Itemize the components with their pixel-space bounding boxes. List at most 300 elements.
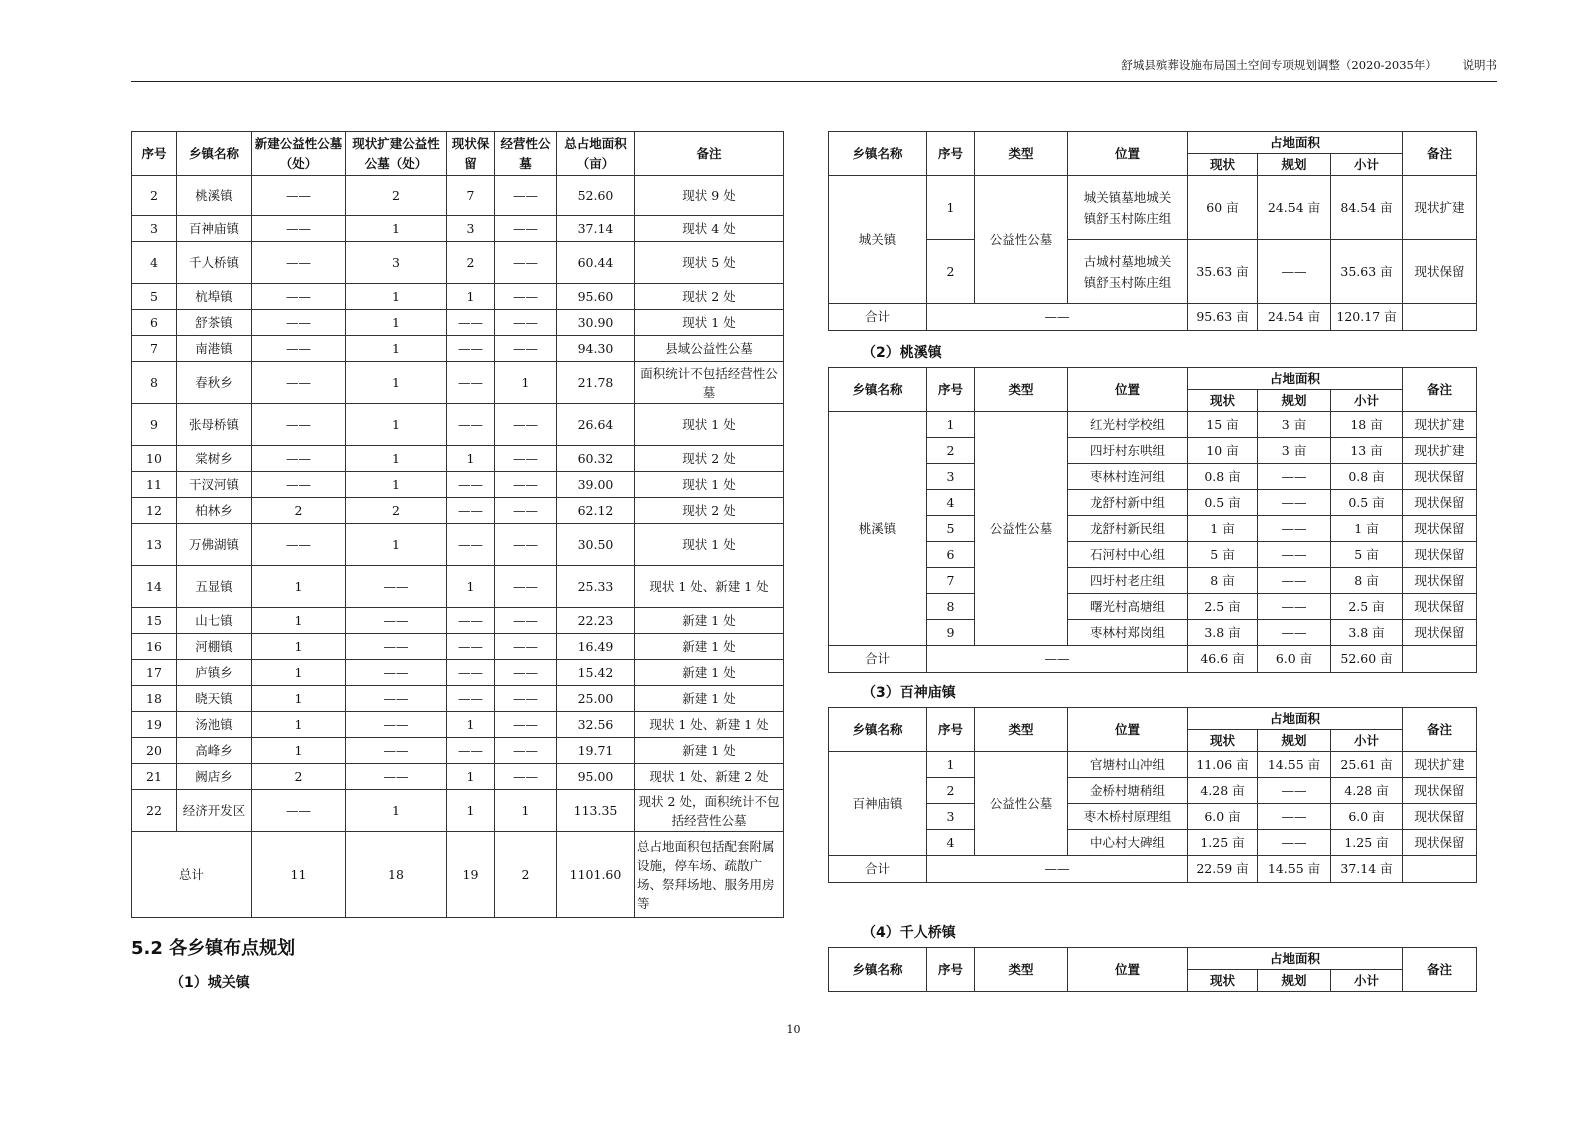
col-header: 乡镇名称 bbox=[829, 368, 927, 412]
table-cell: 25.33 bbox=[557, 566, 635, 608]
table-row bbox=[132, 362, 784, 404]
table-cell bbox=[1403, 646, 1477, 673]
town-name: 桃溪镇 bbox=[829, 412, 927, 646]
table-cell: 棠树乡 bbox=[177, 446, 252, 472]
table-cell: 18 亩 bbox=[1331, 412, 1403, 438]
table-cell: 46.6 亩 bbox=[1188, 646, 1258, 673]
table-cell: 1 bbox=[346, 284, 447, 310]
table-cell: 现状保留 bbox=[1403, 830, 1477, 856]
table-row bbox=[829, 752, 1477, 778]
col-header: 位置 bbox=[1068, 948, 1188, 992]
col-header: 经营性公墓 bbox=[495, 132, 557, 176]
table-cell: 1 亩 bbox=[1188, 516, 1258, 542]
table-cell: 春秋乡 bbox=[177, 362, 252, 404]
col-header: 序号 bbox=[927, 708, 975, 752]
table-cell: 1 bbox=[252, 738, 346, 764]
table-cell: —— bbox=[447, 310, 495, 336]
table-cell: —— bbox=[495, 712, 557, 738]
table-cell: 3 亩 bbox=[1258, 412, 1331, 438]
table-cell: —— bbox=[495, 764, 557, 790]
table-cell: 0.8 亩 bbox=[1188, 464, 1258, 490]
table-cell: 22.59 亩 bbox=[1188, 856, 1258, 883]
col-header: 总占地面积（亩） bbox=[557, 132, 635, 176]
table-cell: 现状保留 bbox=[1403, 568, 1477, 594]
table-cell: 高峰乡 bbox=[177, 738, 252, 764]
table-cell: 8 亩 bbox=[1188, 568, 1258, 594]
total-row bbox=[829, 304, 1477, 331]
table-header-row bbox=[132, 132, 784, 176]
table-cell: —— bbox=[252, 284, 346, 310]
table-cell: 现状扩建 bbox=[1403, 176, 1477, 240]
location-cell: 四圩村东哄组 bbox=[1068, 438, 1188, 464]
table-cell: 39.00 bbox=[557, 472, 635, 498]
table-cell: 1 bbox=[927, 752, 975, 778]
table-cell: 现状 2 处，面积统计不包括经营性公墓 bbox=[635, 790, 784, 832]
table-cell: 万佛湖镇 bbox=[177, 524, 252, 566]
table-cell: 32.56 bbox=[557, 712, 635, 738]
table-row bbox=[132, 712, 784, 738]
table-cell: 37.14 bbox=[557, 216, 635, 242]
col-header: 备注 bbox=[1403, 708, 1477, 752]
header-rule bbox=[131, 81, 1497, 82]
table-cell: 3 bbox=[132, 216, 177, 242]
col-header: 新建公益性公墓（处） bbox=[252, 132, 346, 176]
table-cell: —— bbox=[1258, 594, 1331, 620]
table-cell: 5 bbox=[132, 284, 177, 310]
subsection-title-baishenmiao: （3）百神庙镇 bbox=[862, 685, 956, 701]
table-cell: 26.64 bbox=[557, 404, 635, 446]
table-cell: 现状保留 bbox=[1403, 240, 1477, 304]
table-cell: 杭埠镇 bbox=[177, 284, 252, 310]
table-cell: 113.35 bbox=[557, 790, 635, 832]
table-cell: 60.32 bbox=[557, 446, 635, 472]
table-cell: 2 bbox=[927, 778, 975, 804]
table-cell: 9 bbox=[132, 404, 177, 446]
table-cell: 17 bbox=[132, 660, 177, 686]
table-cell: 3 亩 bbox=[1258, 438, 1331, 464]
col-header: 备注 bbox=[1403, 132, 1477, 176]
table-cell: —— bbox=[495, 336, 557, 362]
table-row bbox=[132, 310, 784, 336]
table-cell: 120.17 亩 bbox=[1331, 304, 1403, 331]
table-cell: 1 bbox=[252, 608, 346, 634]
table-cell: 30.50 bbox=[557, 524, 635, 566]
table-cell: 4 bbox=[132, 242, 177, 284]
table-cell: —— bbox=[495, 242, 557, 284]
table-cell: 2 bbox=[927, 438, 975, 464]
total-note: 总占地面积包括配套附属设施，停车场、疏散广场、祭拜场地、服务用房等 bbox=[635, 832, 784, 918]
table-cell: —— bbox=[346, 738, 447, 764]
table-header-row bbox=[829, 368, 1477, 390]
table-cell: 河棚镇 bbox=[177, 634, 252, 660]
table-cell: 现状 1 处 bbox=[635, 472, 784, 498]
table-cell: 现状保留 bbox=[1403, 490, 1477, 516]
table-cell: —— bbox=[1258, 516, 1331, 542]
table-row bbox=[132, 336, 784, 362]
table-cell: 1 bbox=[447, 446, 495, 472]
table-cell: 95.63 亩 bbox=[1188, 304, 1258, 331]
table-cell: —— bbox=[495, 608, 557, 634]
col-header: 现状保留 bbox=[447, 132, 495, 176]
col-header: 小计 bbox=[1331, 730, 1403, 752]
location-cell: 枣林村郑岗组 bbox=[1068, 620, 1188, 646]
table-cell: 1 bbox=[346, 524, 447, 566]
table-cell: 6.0 亩 bbox=[1258, 646, 1331, 673]
location-cell: 石河村中心组 bbox=[1068, 542, 1188, 568]
table-cell: —— bbox=[495, 566, 557, 608]
table-cell: 现状扩建 bbox=[1403, 752, 1477, 778]
table-row bbox=[132, 176, 784, 216]
table-cell: —— bbox=[495, 634, 557, 660]
table-cell: 8 bbox=[927, 594, 975, 620]
table-cell: 新建 1 处 bbox=[635, 634, 784, 660]
table-cell: 2 bbox=[495, 832, 557, 918]
table-cell: —— bbox=[447, 498, 495, 524]
page-header bbox=[1000, 57, 1497, 73]
location-cell: 古城村墓地城关镇舒玉村陈庄组 bbox=[1068, 240, 1188, 304]
table-cell: 1 bbox=[346, 216, 447, 242]
town-name: 百神庙镇 bbox=[829, 752, 927, 856]
table-cell: 干汊河镇 bbox=[177, 472, 252, 498]
cemetery-type: 公益性公墓 bbox=[975, 176, 1068, 304]
summary-table bbox=[131, 131, 784, 918]
col-header: 占地面积 bbox=[1188, 132, 1403, 154]
table-cell: 8 bbox=[132, 362, 177, 404]
table-cell: 19.71 bbox=[557, 738, 635, 764]
location-cell: 曙光村高塘组 bbox=[1068, 594, 1188, 620]
location-cell: 龙舒村新中组 bbox=[1068, 490, 1188, 516]
table-cell: 1 bbox=[346, 336, 447, 362]
subsection-title-chengguan: （1）城关镇 bbox=[170, 975, 250, 991]
table-cell: 晓天镇 bbox=[177, 686, 252, 712]
table-cell: 6 bbox=[132, 310, 177, 336]
table-cell: 现状保留 bbox=[1403, 464, 1477, 490]
table-cell: 1 bbox=[447, 790, 495, 832]
table-cell: —— bbox=[495, 176, 557, 216]
table-cell: —— bbox=[252, 336, 346, 362]
table-cell: —— bbox=[447, 472, 495, 498]
table-cell: —— bbox=[495, 472, 557, 498]
table-cell: —— bbox=[252, 524, 346, 566]
location-cell: 龙舒村新民组 bbox=[1068, 516, 1188, 542]
table-cell bbox=[1403, 304, 1477, 331]
table-cell: 县域公益性公墓 bbox=[635, 336, 784, 362]
table-cell: 百神庙镇 bbox=[177, 216, 252, 242]
table-row bbox=[132, 764, 784, 790]
header-title: 舒城县殡葬设施布局国土空间专项规划调整（2020-2035年） bbox=[1121, 58, 1437, 72]
table-cell: 5 bbox=[927, 516, 975, 542]
col-header: 小计 bbox=[1331, 970, 1403, 992]
subsection-title-qianrenqiao: （4）千人桥镇 bbox=[862, 925, 956, 941]
table-cell: 24.54 亩 bbox=[1258, 176, 1331, 240]
table-cell: 35.63 亩 bbox=[1331, 240, 1403, 304]
qianrenqiao-table bbox=[828, 947, 1477, 992]
table-cell: 现状 2 处 bbox=[635, 284, 784, 310]
table-cell: 2 bbox=[346, 176, 447, 216]
location-cell: 官塘村山冲组 bbox=[1068, 752, 1188, 778]
table-cell: 现状 1 处、新建 1 处 bbox=[635, 566, 784, 608]
table-cell: 现状 1 处 bbox=[635, 524, 784, 566]
col-header: 类型 bbox=[975, 948, 1068, 992]
table-cell: —— bbox=[495, 446, 557, 472]
col-header: 乡镇名称 bbox=[829, 708, 927, 752]
table-cell: —— bbox=[1258, 830, 1331, 856]
table-cell: —— bbox=[1258, 542, 1331, 568]
table-cell: 山七镇 bbox=[177, 608, 252, 634]
table-row bbox=[829, 490, 1477, 516]
table-cell: —— bbox=[252, 176, 346, 216]
table-row bbox=[829, 620, 1477, 646]
total-row bbox=[829, 646, 1477, 673]
col-header: 现状 bbox=[1188, 154, 1258, 176]
location-cell: 城关镇墓地城关镇舒玉村陈庄组 bbox=[1068, 176, 1188, 240]
table-cell: 1 bbox=[346, 404, 447, 446]
col-header: 小计 bbox=[1331, 390, 1403, 412]
table-cell: —— bbox=[1258, 464, 1331, 490]
table-cell: 60 亩 bbox=[1188, 176, 1258, 240]
table-cell: 14 bbox=[132, 566, 177, 608]
table-cell: 现状 1 处、新建 2 处 bbox=[635, 764, 784, 790]
table-cell: —— bbox=[447, 336, 495, 362]
table-cell: 7 bbox=[132, 336, 177, 362]
table-cell: 95.60 bbox=[557, 284, 635, 310]
table-cell: —— bbox=[495, 660, 557, 686]
table-cell: 柏林乡 bbox=[177, 498, 252, 524]
table-cell: 6 bbox=[927, 542, 975, 568]
table-cell: —— bbox=[346, 660, 447, 686]
total-row bbox=[829, 856, 1477, 883]
table-cell: —— bbox=[495, 216, 557, 242]
table-cell: 52.60 bbox=[557, 176, 635, 216]
table-cell: 22 bbox=[132, 790, 177, 832]
table-cell: 62.12 bbox=[557, 498, 635, 524]
table-cell: 现状保留 bbox=[1403, 804, 1477, 830]
total-label: 总计 bbox=[132, 832, 252, 918]
table-cell: —— bbox=[252, 362, 346, 404]
table-cell: 2 bbox=[346, 498, 447, 524]
col-header: 备注 bbox=[1403, 948, 1477, 992]
table-cell: 1 bbox=[447, 284, 495, 310]
table-cell: 1 bbox=[346, 472, 447, 498]
table-cell: 7 bbox=[447, 176, 495, 216]
table-cell: 新建 1 处 bbox=[635, 686, 784, 712]
location-cell: 枣木桥村原理组 bbox=[1068, 804, 1188, 830]
table-cell: 52.60 亩 bbox=[1331, 646, 1403, 673]
table-cell: —— bbox=[252, 446, 346, 472]
table-cell: —— bbox=[447, 660, 495, 686]
table-cell: 11 bbox=[252, 832, 346, 918]
col-header: 序号 bbox=[927, 132, 975, 176]
table-cell: 阙店乡 bbox=[177, 764, 252, 790]
table-cell: 张母桥镇 bbox=[177, 404, 252, 446]
table-cell: 现状 9 处 bbox=[635, 176, 784, 216]
table-cell: —— bbox=[346, 764, 447, 790]
table-row bbox=[829, 516, 1477, 542]
table-cell: 1 bbox=[495, 790, 557, 832]
table-cell: 1 bbox=[447, 566, 495, 608]
table-cell: 5 亩 bbox=[1188, 542, 1258, 568]
table-cell: —— bbox=[927, 856, 1188, 883]
location-cell: 中心村大碑组 bbox=[1068, 830, 1188, 856]
table-cell: 21 bbox=[132, 764, 177, 790]
col-header: 乡镇名称 bbox=[829, 132, 927, 176]
col-header: 类型 bbox=[975, 708, 1068, 752]
location-cell: 枣林村连河组 bbox=[1068, 464, 1188, 490]
table-cell: 4.28 亩 bbox=[1331, 778, 1403, 804]
table-cell: 1 bbox=[346, 362, 447, 404]
table-row bbox=[829, 240, 1477, 304]
table-cell: —— bbox=[495, 524, 557, 566]
col-header: 现状 bbox=[1188, 970, 1258, 992]
table-cell: 2 bbox=[927, 240, 975, 304]
table-cell: —— bbox=[252, 472, 346, 498]
table-cell: 1 bbox=[252, 686, 346, 712]
table-cell: 舒茶镇 bbox=[177, 310, 252, 336]
table-row bbox=[132, 284, 784, 310]
table-cell: 6.0 亩 bbox=[1331, 804, 1403, 830]
table-cell: 2 bbox=[447, 242, 495, 284]
table-cell: 16.49 bbox=[557, 634, 635, 660]
table-cell: 庐镇乡 bbox=[177, 660, 252, 686]
table-row bbox=[829, 804, 1477, 830]
table-cell: 3.8 亩 bbox=[1188, 620, 1258, 646]
col-header: 类型 bbox=[975, 368, 1068, 412]
table-header-row bbox=[829, 132, 1477, 154]
table-cell: 1 bbox=[447, 764, 495, 790]
table-cell: 1 bbox=[252, 566, 346, 608]
table-cell: 4 bbox=[927, 490, 975, 516]
col-header: 现状 bbox=[1188, 730, 1258, 752]
col-header: 现状 bbox=[1188, 390, 1258, 412]
location-cell: 金桥村塘稍组 bbox=[1068, 778, 1188, 804]
table-row bbox=[132, 498, 784, 524]
table-cell: 1 bbox=[346, 790, 447, 832]
table-cell: —— bbox=[346, 712, 447, 738]
table-cell: 现状保留 bbox=[1403, 542, 1477, 568]
subsection-title-taoxi: （2）桃溪镇 bbox=[862, 345, 942, 361]
table-cell: —— bbox=[447, 362, 495, 404]
location-cell: 四圩村老庄组 bbox=[1068, 568, 1188, 594]
total-label: 合计 bbox=[829, 646, 927, 673]
cemetery-type: 公益性公墓 bbox=[975, 752, 1068, 856]
table-cell: 1 bbox=[495, 362, 557, 404]
col-header: 规划 bbox=[1258, 970, 1331, 992]
table-cell: 现状 1 处、新建 1 处 bbox=[635, 712, 784, 738]
table-row bbox=[829, 830, 1477, 856]
total-row bbox=[132, 832, 784, 918]
table-cell: 南港镇 bbox=[177, 336, 252, 362]
table-cell: 现状保留 bbox=[1403, 778, 1477, 804]
table-cell: 22.23 bbox=[557, 608, 635, 634]
table-cell: —— bbox=[495, 404, 557, 446]
table-cell: —— bbox=[927, 646, 1188, 673]
table-cell: —— bbox=[346, 686, 447, 712]
table-row bbox=[132, 404, 784, 446]
table-row bbox=[132, 566, 784, 608]
table-cell: —— bbox=[447, 608, 495, 634]
table-cell: 现状保留 bbox=[1403, 620, 1477, 646]
table-cell: 1 bbox=[346, 310, 447, 336]
table-cell: 13 亩 bbox=[1331, 438, 1403, 464]
table-cell: 60.44 bbox=[557, 242, 635, 284]
table-cell bbox=[1403, 856, 1477, 883]
col-header: 位置 bbox=[1068, 708, 1188, 752]
table-cell: —— bbox=[1258, 490, 1331, 516]
table-cell: 37.14 亩 bbox=[1331, 856, 1403, 883]
table-cell: 经济开发区 bbox=[177, 790, 252, 832]
col-header: 备注 bbox=[1403, 368, 1477, 412]
table-row bbox=[132, 686, 784, 712]
table-cell: 25.00 bbox=[557, 686, 635, 712]
table-cell: 3 bbox=[927, 804, 975, 830]
table-cell: 11 bbox=[132, 472, 177, 498]
table-cell: 25.61 亩 bbox=[1331, 752, 1403, 778]
table-cell: 15.42 bbox=[557, 660, 635, 686]
table-cell: 14.55 亩 bbox=[1258, 752, 1331, 778]
table-cell: 10 亩 bbox=[1188, 438, 1258, 464]
table-cell: 1 bbox=[252, 712, 346, 738]
col-header: 规划 bbox=[1258, 390, 1331, 412]
table-cell: —— bbox=[447, 686, 495, 712]
col-header: 备注 bbox=[635, 132, 784, 176]
table-cell: 1 bbox=[252, 634, 346, 660]
table-cell: —— bbox=[447, 738, 495, 764]
table-row bbox=[829, 542, 1477, 568]
location-cell: 红光村学校组 bbox=[1068, 412, 1188, 438]
table-cell: 7 bbox=[927, 568, 975, 594]
table-row bbox=[132, 660, 784, 686]
table-cell: 现状保留 bbox=[1403, 594, 1477, 620]
table-cell: 9 bbox=[927, 620, 975, 646]
table-cell: 4.28 亩 bbox=[1188, 778, 1258, 804]
table-cell: —— bbox=[495, 738, 557, 764]
table-row bbox=[132, 446, 784, 472]
table-header-row bbox=[829, 948, 1477, 970]
col-header: 现状扩建公益性公墓（处） bbox=[346, 132, 447, 176]
table-row bbox=[829, 464, 1477, 490]
table-cell: 现状 1 处 bbox=[635, 310, 784, 336]
table-cell: 1 bbox=[346, 446, 447, 472]
table-cell: 2.5 亩 bbox=[1331, 594, 1403, 620]
table-cell: —— bbox=[1258, 804, 1331, 830]
table-row bbox=[132, 242, 784, 284]
table-cell: 现状 4 处 bbox=[635, 216, 784, 242]
table-header-row bbox=[829, 708, 1477, 730]
table-cell: 新建 1 处 bbox=[635, 608, 784, 634]
table-cell: 19 bbox=[447, 832, 495, 918]
col-header: 序号 bbox=[927, 368, 975, 412]
table-cell: 2 bbox=[252, 764, 346, 790]
table-cell: 2.5 亩 bbox=[1188, 594, 1258, 620]
table-cell: —— bbox=[346, 566, 447, 608]
table-row bbox=[132, 608, 784, 634]
table-cell: 18 bbox=[132, 686, 177, 712]
table-cell: 现状 2 处 bbox=[635, 446, 784, 472]
table-row bbox=[829, 568, 1477, 594]
total-label: 合计 bbox=[829, 856, 927, 883]
table-cell: 6.0 亩 bbox=[1188, 804, 1258, 830]
table-cell: 现状保留 bbox=[1403, 516, 1477, 542]
table-cell: 21.78 bbox=[557, 362, 635, 404]
table-cell: 1 bbox=[252, 660, 346, 686]
table-cell: 新建 1 处 bbox=[635, 660, 784, 686]
table-cell: 现状扩建 bbox=[1403, 438, 1477, 464]
col-header: 占地面积 bbox=[1188, 708, 1403, 730]
table-cell: —— bbox=[252, 242, 346, 284]
table-cell: —— bbox=[495, 498, 557, 524]
table-cell: 新建 1 处 bbox=[635, 738, 784, 764]
table-row bbox=[132, 472, 784, 498]
